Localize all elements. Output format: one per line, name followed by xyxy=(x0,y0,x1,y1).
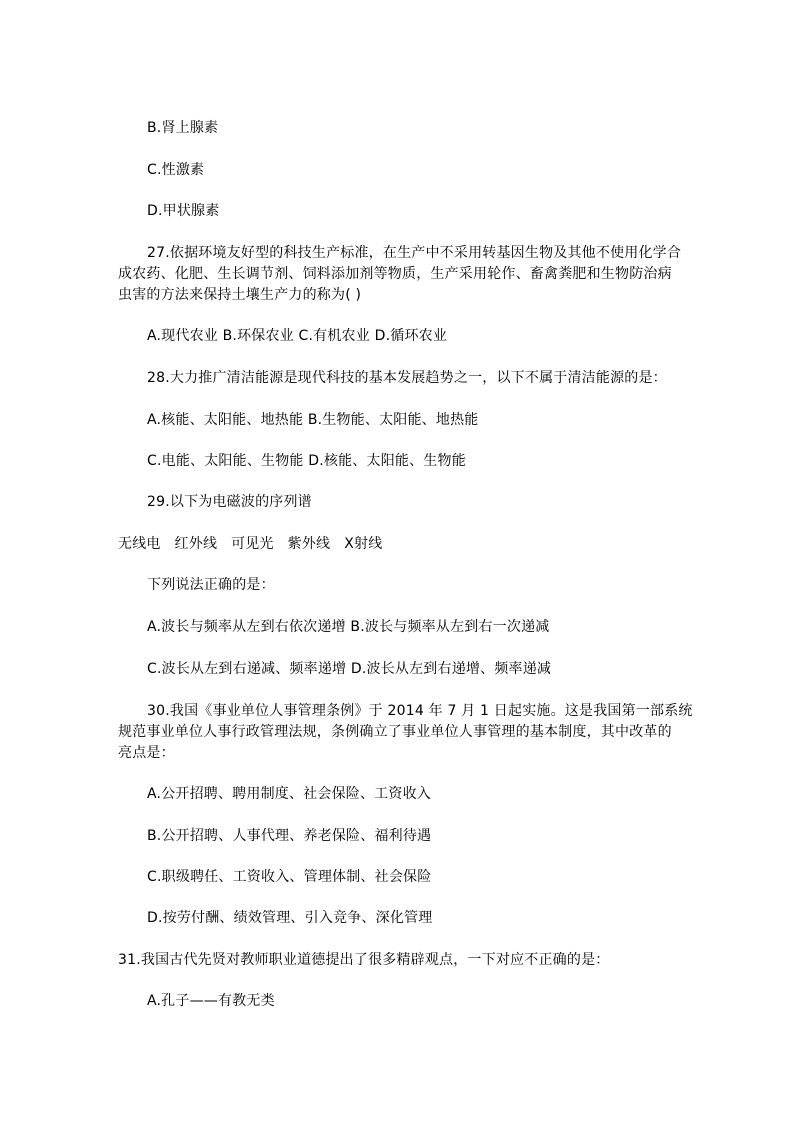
question-29-options-ab: A.波长与频率从左到右依次递增 B.波长与频率从左到右一次递减 xyxy=(147,619,550,635)
question-30-option-a: A.公开招聘、聘用制度、社会保险、工资收入 xyxy=(147,786,431,802)
question-29-options-cd: C.波长从左到右递减、频率递增 D.波长从左到右递增、频率递减 xyxy=(147,661,552,677)
question-28: 28.大力推广清洁能源是现代科技的基本发展趋势之一，以下不属于清洁能源的是： xyxy=(147,370,667,386)
question-31: 31.我国古代先贤对教师职业道德提出了很多精辟观点，一下对应不正确的是： xyxy=(118,952,610,968)
question-30-line-3: 亮点是： xyxy=(118,745,175,761)
question-27-line-2: 成农药、化肥、生长调节剂、饲料添加剂等物质，生产采用轮作、畜禽粪肥和生物防治病 xyxy=(118,266,672,282)
question-30-line-2: 规范事业单位人事行政管理法规，条例确立了事业单位人事管理的基本制度，其中改革的 xyxy=(118,724,672,740)
question-27-line-3: 虫害的方法来保持土壤生产力的称为( ) xyxy=(118,287,362,303)
question-29-prompt: 下列说法正确的是： xyxy=(147,577,275,593)
spectrum-sequence: 无线电 红外线 可见光 紫外线 X射线 xyxy=(118,536,383,552)
option-d: D.甲状腺素 xyxy=(147,203,220,219)
question-30-option-c: C.职级聘任、工资收入、管理体制、社会保险 xyxy=(147,869,432,885)
question-27-options: A.现代农业 B.环保农业 C.有机农业 D.循环农业 xyxy=(147,328,448,344)
question-31-option-a: A.孔子——有教无类 xyxy=(147,993,275,1009)
question-28-options-ab: A.核能、太阳能、地热能 B.生物能、太阳能、地热能 xyxy=(147,412,479,428)
question-30-option-d: D.按劳付酬、绩效管理、引入竞争、深化管理 xyxy=(147,910,433,926)
question-30-option-b: B.公开招聘、人事代理、养老保险、福利待遇 xyxy=(147,828,432,844)
question-30-line-1: 30.我国《事业单位人事管理条例》于 2014 年 7 月 1 日起实施。这是我国第一部系统 xyxy=(147,703,693,719)
option-c: C.性激素 xyxy=(147,162,205,178)
option-b: B.肾上腺素 xyxy=(147,120,219,136)
question-27-line-1: 27.依据环境友好型的科技生产标准，在生产中不采用转基因生物及其他不使用化学合 xyxy=(147,245,682,261)
question-28-options-cd: C.电能、太阳能、生物能 D.核能、太阳能、生物能 xyxy=(147,453,466,469)
question-29: 29.以下为电磁波的序列谱 xyxy=(147,494,312,510)
